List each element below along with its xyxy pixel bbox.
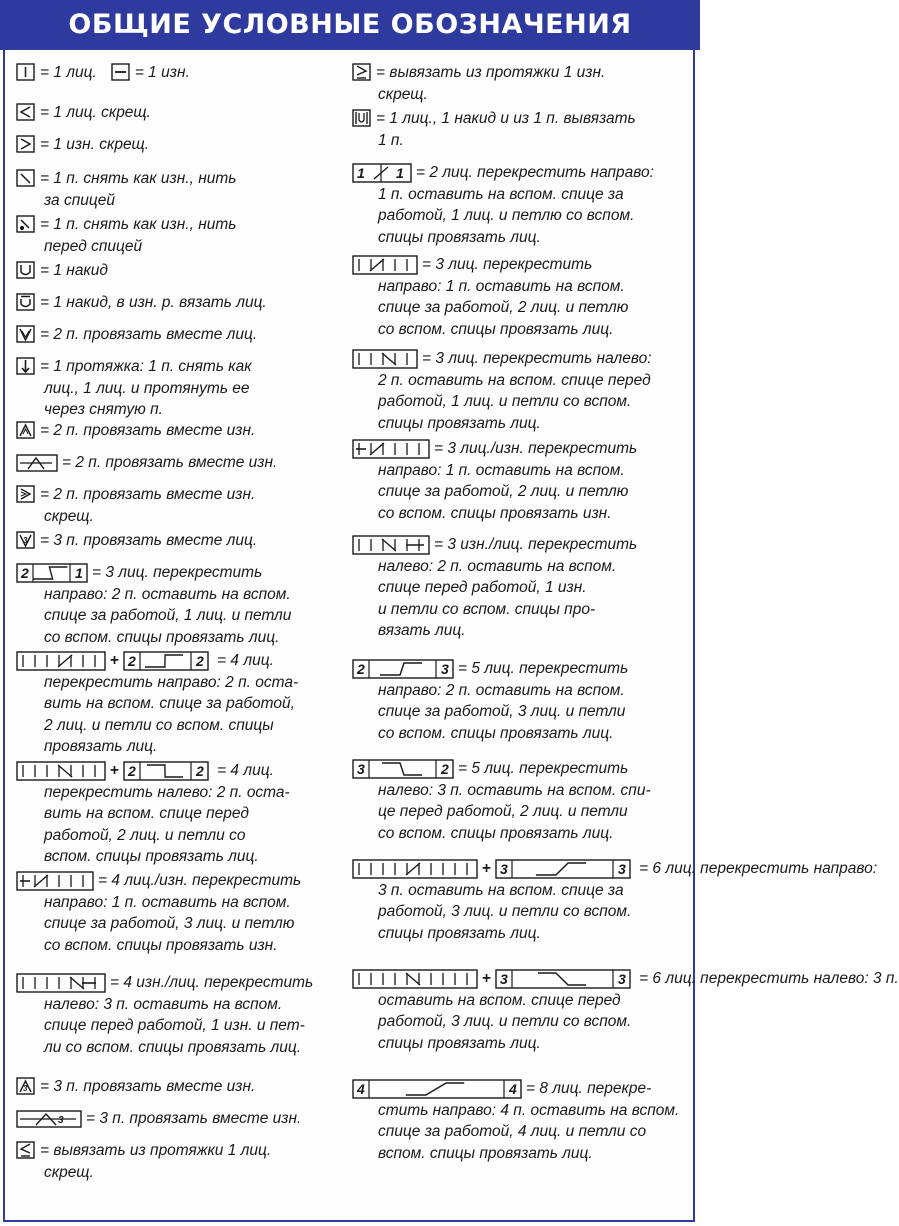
cross-6-left-icon: + 3 3 xyxy=(352,968,635,990)
legend-entry xyxy=(16,760,290,868)
legend-text: = 1 накид xyxy=(40,262,108,279)
legend-text: и петли со вспом. спицы про- xyxy=(378,600,596,618)
legend-text: = 3 лиц./изн. перекрестить xyxy=(434,440,638,457)
legend-text: со вспом. спицы провязать изн. xyxy=(44,936,278,954)
legend-text: 2 п. оставить на вспом. спице перед xyxy=(378,371,651,389)
legend-text: = 1 изн. xyxy=(134,64,190,81)
legend-text: = 1 лиц., 1 накид и из 1 п. вывязать xyxy=(376,110,636,127)
svg-text:3: 3 xyxy=(618,970,626,987)
p2tog-wide-icon xyxy=(16,454,58,472)
legend-entry xyxy=(16,420,255,442)
p3tog-wide-icon xyxy=(16,1110,82,1128)
cross-4-purl-knit-left-icon xyxy=(16,973,106,993)
legend-text: со вспом. спицы провязать изн. xyxy=(378,504,612,522)
svg-text:4: 4 xyxy=(509,1080,517,1097)
cross-4-knit-purl-right-icon xyxy=(16,871,94,891)
cross-2-1-right-icon xyxy=(16,563,88,583)
legend-entry xyxy=(16,260,108,282)
legend-text: вить на вспом. спице за работой, xyxy=(44,695,295,713)
svg-text:3: 3 xyxy=(618,860,626,877)
slip-behind-icon xyxy=(16,169,36,188)
yarn-over-icon xyxy=(16,261,36,280)
legend-text: работой, 1 лиц. и петлю со вспом. xyxy=(378,207,635,224)
legend-text: налево: 3 п. оставить на вспом. xyxy=(44,995,283,1013)
svg-text:3: 3 xyxy=(500,970,508,987)
legend-entry xyxy=(16,452,277,474)
legend-text: = 3 изн./лиц. перекрестить xyxy=(434,536,638,553)
svg-text:2: 2 xyxy=(357,660,365,677)
legend-entry xyxy=(352,858,877,944)
legend-text: = 3 лиц. перекрестить xyxy=(92,564,263,581)
svg-text:3: 3 xyxy=(58,1114,64,1126)
legend-text: провязать лиц. xyxy=(44,738,158,756)
legend-text: = 1 изн. скрещ. xyxy=(40,136,150,153)
k2tog-icon xyxy=(16,325,36,344)
purl-stitch-icon xyxy=(111,63,131,82)
legend-text: = 1 протяжка: 1 п. снять как xyxy=(40,358,252,375)
legend-entry xyxy=(16,1076,255,1098)
legend-text: спицы провязать лиц. xyxy=(378,414,541,432)
legend-text: скрещ. xyxy=(44,1163,94,1181)
knit-stitch-icon xyxy=(16,63,36,82)
legend-text: = 3 лиц. перекрестить налево: xyxy=(422,350,652,367)
cross-5-left-icon xyxy=(352,759,454,779)
legend-entry xyxy=(16,562,291,648)
legend-entry xyxy=(352,534,637,642)
legend-entry xyxy=(352,658,628,744)
legend-text: = 2 п. провязать вместе изн. xyxy=(62,454,278,471)
legend-text: скрещ. xyxy=(378,85,428,103)
p2tog-tbl-icon xyxy=(16,485,36,504)
cross-1-1-right-icon xyxy=(352,163,412,183)
legend-text: = 3 п. провязать вместе лиц. xyxy=(40,532,258,549)
legend-text: = 4 лиц. xyxy=(217,762,274,779)
legend-text: = 2 п. провязать вместе изн. xyxy=(40,486,256,503)
knit-yo-knit-icon xyxy=(352,109,372,128)
legend-entry xyxy=(352,162,654,248)
legend-text: = 4 лиц. xyxy=(217,652,274,669)
cross-4-left-icon: + 2 2 xyxy=(16,760,213,782)
legend-text: направо: 2 п. оставить на вспом. xyxy=(44,585,291,603)
yarn-over-knit-icon xyxy=(16,293,36,312)
legend-entry xyxy=(16,214,236,257)
legend-text: лиц., 1 лиц. и протянуть ее xyxy=(44,379,250,397)
legend-text: направо: 1 п. оставить на вспом. xyxy=(44,893,291,911)
legend-text: спице за работой, 2 лиц. и петлю xyxy=(378,299,629,316)
legend-entry xyxy=(16,484,255,527)
legend-entry xyxy=(352,108,636,151)
legend-entry xyxy=(352,438,637,524)
svg-text:3: 3 xyxy=(357,760,365,777)
legend-text: вспом. спицы провязать лиц. xyxy=(44,848,259,866)
legend-text: = 8 лиц. перекре- xyxy=(526,1080,652,1097)
legend-entry xyxy=(352,348,652,434)
legend-text: перекрестить налево: 2 п. оста- xyxy=(44,783,290,801)
cross-3-knit-purl-icon xyxy=(352,439,430,459)
svg-text:4: 4 xyxy=(357,1080,365,1097)
legend-text: = 1 п. снять как изн., нить xyxy=(40,216,237,233)
legend-text: спице перед работой, 1 изн. и пет- xyxy=(44,1017,305,1034)
legend-text: спицы провязать лиц. xyxy=(378,1034,541,1052)
legend-entry xyxy=(16,530,257,552)
legend-entry xyxy=(352,1078,679,1164)
svg-text:2: 2 xyxy=(128,652,136,669)
legend-text: = 2 п. провязать вместе лиц. xyxy=(40,326,258,343)
legend-entry xyxy=(16,870,301,956)
cross-4-right-icon: + 2 2 xyxy=(16,650,213,672)
legend-text: = 4 изн./лиц. перекрестить xyxy=(110,974,314,991)
legend-text: за спицей xyxy=(44,191,115,209)
legend-text: со вспом. спицы провязать лиц. xyxy=(378,724,614,742)
legend-text: = 2 лиц. перекрестить направо: xyxy=(416,164,654,181)
legend-entry xyxy=(16,972,313,1058)
legend-text: = 2 п. провязать вместе изн. xyxy=(40,422,256,439)
legend-text: работой, 2 лиц. и петли со xyxy=(44,826,246,844)
legend-text: направо: 2 п. оставить на вспом. xyxy=(378,681,625,699)
legend-entry xyxy=(352,758,651,844)
legend-text: направо: 1 п. оставить на вспом. xyxy=(378,277,625,295)
cross-3-left-icon xyxy=(352,349,418,369)
legend-text: = 3 п. провязать вместе изн. xyxy=(40,1078,256,1095)
legend-text: спице перед работой, 1 изн. xyxy=(378,579,587,596)
legend-text: 1 п. оставить на вспом. спице за xyxy=(378,185,624,203)
page-title: ОБЩИЕ УСЛОВНЫЕ ОБОЗНАЧЕНИЯ xyxy=(0,0,700,50)
legend-text: = вывязать из протяжки 1 лиц. xyxy=(40,1142,272,1159)
legend-text: 3 п. оставить на вспом. спице за xyxy=(378,881,624,899)
legend-entry xyxy=(352,968,899,1054)
cross-3-right-icon xyxy=(352,255,418,275)
svg-text:3: 3 xyxy=(23,1084,28,1094)
legend-text: спицы провязать лиц. xyxy=(378,228,541,246)
svg-text:1: 1 xyxy=(357,164,365,181)
legend-entry xyxy=(16,324,257,346)
less-than-icon xyxy=(16,103,36,122)
legend-text: = 1 лиц. xyxy=(40,64,97,81)
legend-text: = 3 лиц. перекрестить xyxy=(422,256,593,273)
cross-6-right-icon: + 3 3 xyxy=(352,858,635,880)
legend-text: = 4 лиц./изн. перекрестить xyxy=(98,872,302,889)
lift-knit-icon xyxy=(16,1141,36,1160)
legend-text: ли со вспом. спицы провязать лиц. xyxy=(44,1038,302,1056)
legend-text: вязать лиц. xyxy=(378,622,466,639)
legend-text: = 5 лиц. перекрестить xyxy=(458,760,629,777)
legend-text: стить направо: 4 п. оставить на вспом. xyxy=(378,1101,680,1119)
legend-text: работой, 3 лиц. и петли со вспом. xyxy=(378,1013,632,1031)
legend-text: 1 п. xyxy=(378,131,404,149)
legend-entry xyxy=(16,102,151,124)
legend-entry xyxy=(16,650,298,758)
svg-text:3: 3 xyxy=(500,860,508,877)
legend-entry xyxy=(16,1108,301,1130)
svg-text:2: 2 xyxy=(196,652,204,669)
legend-text: со вспом. спицы провязать лиц. xyxy=(378,824,614,842)
svg-text:2: 2 xyxy=(441,760,449,777)
legend-text: це перед работой, 2 лиц. и петли xyxy=(378,803,628,820)
legend-text: 2 лиц. и петли со вспом. спицы xyxy=(44,716,274,734)
legend-text: = вывязать из протяжки 1 изн. xyxy=(376,64,606,81)
legend-text: спице за работой, 4 лиц. и петли со xyxy=(378,1123,647,1140)
cross-3-purl-knit-icon xyxy=(352,535,430,555)
legend-text: спицы провязать лиц. xyxy=(378,924,541,942)
elongated-icon xyxy=(16,357,36,376)
svg-text:1: 1 xyxy=(75,564,83,581)
legend-entry xyxy=(16,1140,271,1183)
legend-text: = 1 п. снять как изн., нить xyxy=(40,170,237,187)
legend-text: спице за работой, 3 лиц. и петлю xyxy=(44,915,295,932)
legend-entry xyxy=(16,292,267,314)
cross-8-right-icon xyxy=(352,1079,522,1099)
legend-entry xyxy=(16,62,190,84)
p3tog-icon xyxy=(16,1077,36,1096)
cross-5-right-icon xyxy=(352,659,454,679)
lift-purl-icon xyxy=(352,63,372,82)
greater-than-icon xyxy=(16,135,36,154)
legend-entry xyxy=(352,62,605,105)
svg-text:2: 2 xyxy=(128,762,136,779)
legend-entry xyxy=(16,168,236,211)
legend-text: направо: 1 п. оставить на вспом. xyxy=(378,461,625,479)
legend-text: = 6 лиц. перекрестить налево: 3 п. xyxy=(639,970,899,987)
legend-text: вить на вспом. спице перед xyxy=(44,805,249,823)
legend-text: спице за работой, 1 лиц. и петли xyxy=(44,607,292,624)
svg-text:1: 1 xyxy=(396,164,404,181)
k3tog-icon xyxy=(16,531,36,550)
legend-text: работой, 1 лиц. и петли со вспом. xyxy=(378,393,632,410)
svg-text:3: 3 xyxy=(441,660,449,677)
legend-text: вспом. спицы провязать лиц. xyxy=(378,1144,593,1162)
legend-text: через снятую п. xyxy=(44,401,163,418)
legend-text: = 5 лиц. перекрестить xyxy=(458,660,629,677)
legend-text: = 1 лиц. скрещ. xyxy=(40,104,151,121)
p2tog-icon xyxy=(16,421,36,440)
legend-text: спице за работой, 2 лиц. и петлю xyxy=(378,483,629,500)
legend-text: спице за работой, 3 лиц. и петли xyxy=(378,703,626,720)
legend-text: = 1 накид, в изн. р. вязать лиц. xyxy=(40,294,267,311)
legend-text: оставить на вспом. спице перед xyxy=(378,991,621,1009)
svg-text:2: 2 xyxy=(196,762,204,779)
legend-text: перед спицей xyxy=(44,237,143,255)
legend-text: со вспом. спицы провязать лиц. xyxy=(378,320,614,338)
legend-text: перекрестить направо: 2 п. оста- xyxy=(44,673,299,691)
legend-text: = 6 лиц. перекрестить направо: xyxy=(639,860,878,877)
slip-front-icon xyxy=(16,215,36,234)
legend-text: работой, 3 лиц. и петли со вспом. xyxy=(378,903,632,921)
legend-text: налево: 3 п. оставить на вспом. спи- xyxy=(378,781,651,799)
legend-entry xyxy=(352,254,628,340)
legend-text: со вспом. спицы провязать лиц. xyxy=(44,628,280,646)
svg-text:2: 2 xyxy=(21,564,29,581)
legend-entry xyxy=(16,356,252,421)
legend-text: налево: 2 п. оставить на вспом. xyxy=(378,557,617,575)
legend-text: = 3 п. провязать вместе изн. xyxy=(86,1110,302,1127)
legend-entry xyxy=(16,134,149,156)
svg-text:3: 3 xyxy=(23,536,28,546)
legend-text: скрещ. xyxy=(44,507,94,525)
